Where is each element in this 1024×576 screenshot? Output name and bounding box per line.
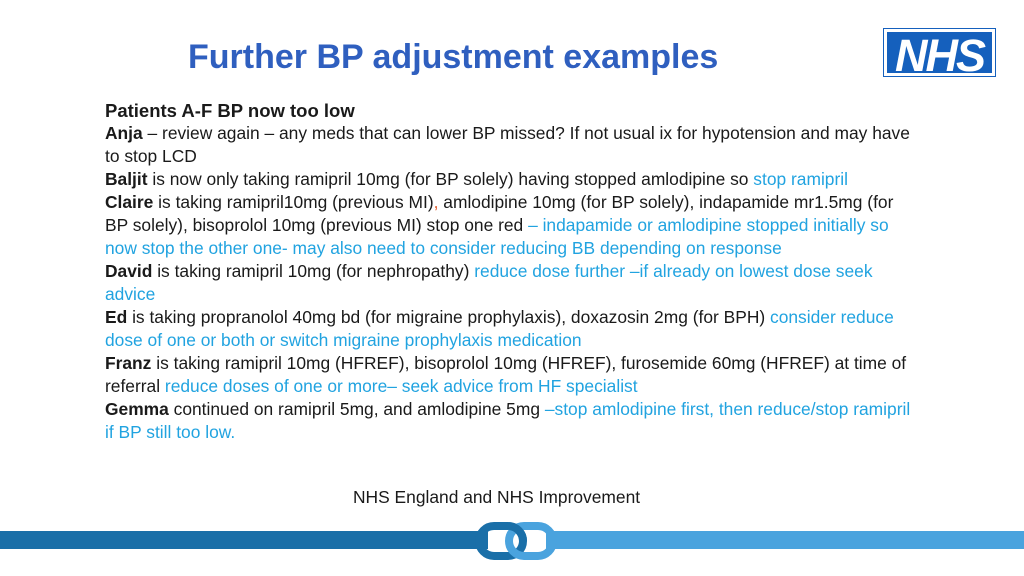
patient-name: Gemma bbox=[105, 399, 169, 419]
patient-entry-gemma bbox=[105, 398, 920, 444]
patient-entry-claire bbox=[105, 191, 920, 260]
red-comma: , bbox=[433, 192, 439, 212]
patient-action: –stop amlodipine first, then reduce/stop ramipril if BP still too low. bbox=[105, 399, 911, 442]
patient-entry-baljit bbox=[105, 168, 920, 191]
nhs-logo: NHS bbox=[884, 29, 995, 76]
patient-action: consider reduce dose of one or both or switch migraine prophylaxis medication bbox=[105, 307, 894, 350]
section-heading: Patients A-F BP now too low bbox=[105, 100, 355, 121]
patient-text: is taking propranolol 40mg bd (for migraine prophylaxis), doxazosin 2mg (for BPH) bbox=[127, 307, 771, 327]
patient-action: stop ramipril bbox=[753, 169, 849, 189]
patient-text: is now only taking ramipril 10mg (for BP solely) having stopped amlodipine so bbox=[147, 169, 754, 189]
patient-name: David bbox=[105, 261, 153, 281]
patient-text: continued on ramipril 5mg, and amlodipine 5mg bbox=[168, 399, 545, 419]
footer-band-light bbox=[546, 531, 1024, 549]
slide-body bbox=[105, 99, 920, 444]
patient-text: is taking ramipril10mg (previous MI) bbox=[153, 192, 434, 212]
patient-name: Claire bbox=[105, 192, 154, 212]
patient-text: amlodipine 10mg (for BP solely), indapamide mr1.5mg (for BP solely), bisoprolol 10mg (previous MI) stop one red bbox=[105, 192, 894, 235]
patient-action: reduce dose further –if already on lowest dose seek advice bbox=[105, 261, 873, 304]
patient-name: Franz bbox=[105, 353, 152, 373]
patient-name: Anja bbox=[105, 123, 143, 143]
patient-text: is taking ramipril 10mg (for nephropathy) bbox=[152, 261, 475, 281]
patient-entry-anja bbox=[105, 122, 920, 168]
patient-name: Ed bbox=[105, 307, 128, 327]
patient-entry-franz bbox=[105, 352, 920, 398]
patient-text: – review again – any meds that can lower BP missed? If not usual ix for hypotension and may have to stop LCD bbox=[105, 123, 910, 166]
patient-action: – indapamide or amlodipine stopped initially so now stop the other one- may also need to consider reducing BB depending on response bbox=[105, 215, 889, 258]
footer-text: NHS England and NHS Improvement bbox=[353, 487, 641, 507]
page-title: Further BP adjustment examples bbox=[188, 38, 719, 76]
patient-text: is taking ramipril 10mg (HFREF), bisoprolol 10mg (HFREF), furosemide 60mg (HFREF) at time of referral bbox=[105, 353, 907, 396]
footer-band-dark bbox=[0, 531, 488, 549]
patient-name: Baljit bbox=[105, 169, 148, 189]
patient-entry-david bbox=[105, 260, 920, 306]
patient-entry-ed bbox=[105, 306, 920, 352]
patient-action: reduce doses of one or more– seek advice from HF specialist bbox=[164, 376, 638, 396]
chain-link-icon bbox=[475, 520, 557, 562]
